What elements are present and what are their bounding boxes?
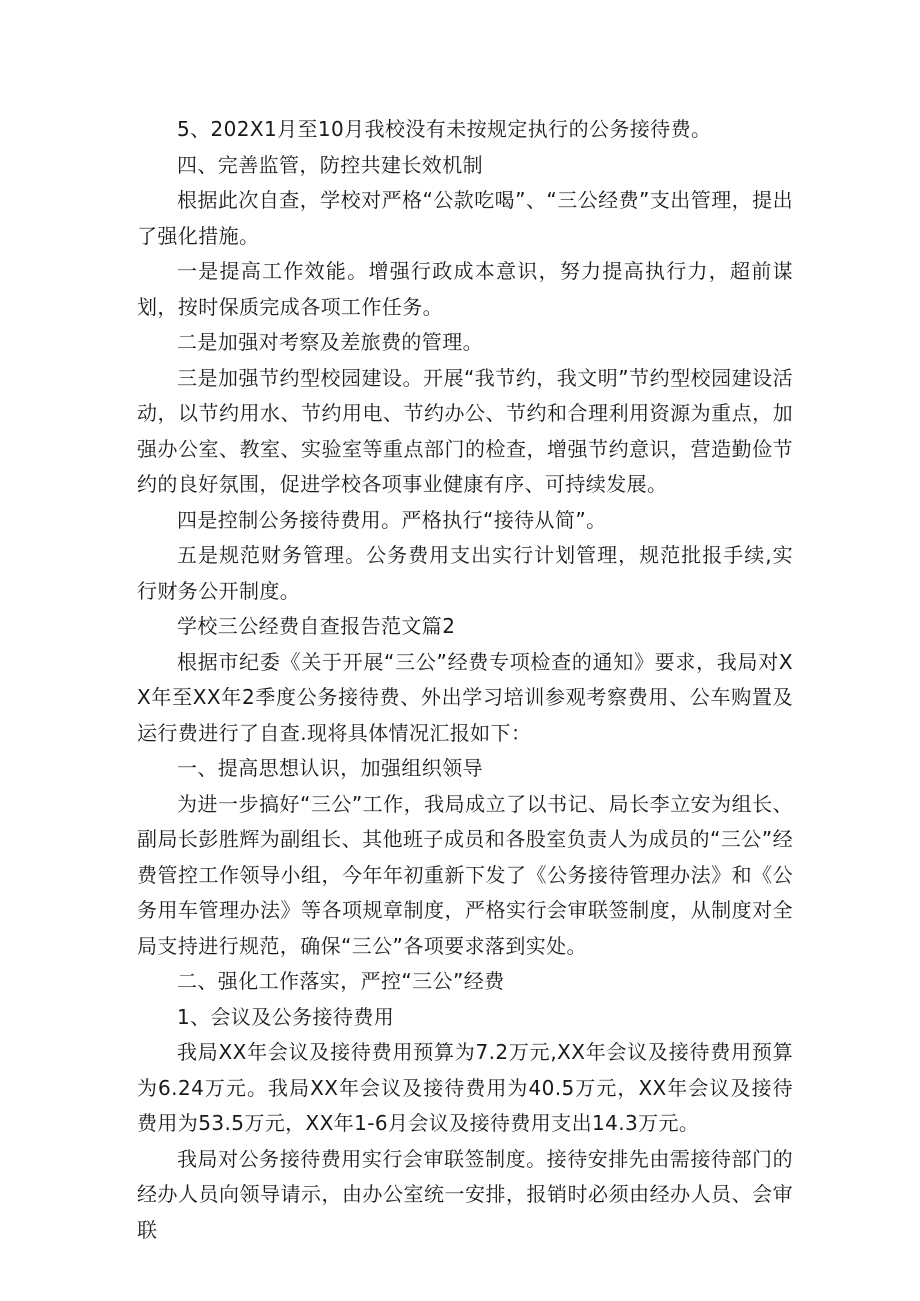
paragraph-leadership: 为进一步搞好“三公”工作，我局成立了以书记、局长李立安为组长、副局长彭胜辉为副组长、其他班子成员和各股室负责人为成员的“三公”经费管控工作领导小组，今年年初重新下发了《公务接待管理办法》和《公务用车管理办法》等各项规章制度，严格实行会审联签制度，从制度对全局支持进行规范，确保“三公”各项要求落到实处。 xyxy=(137,791,793,958)
article-title-2: 学校三公经费自查报告范文篇2 xyxy=(177,614,456,638)
section-heading-2: 二、强化工作落实，严控“三公”经费 xyxy=(177,969,505,993)
paragraph-measure-4: 四是控制公务接待费用。严格执行“接待从简”。 xyxy=(177,507,607,532)
section-heading-1: 一、提高思想认识，加强组织领导 xyxy=(177,756,483,780)
paragraph-measure-2: 二是加强对考察及差旅费的管理。 xyxy=(177,330,483,354)
document-body xyxy=(137,112,793,1248)
paragraph-measure-3: 三是加强节约型校园建设。开展“我节约，我文明”节约型校园建设活动，以节约用水、节约用电、节约办公、节约和合理利用资源为重点，加强办公室、教室、实验室等重点部门的检查，增强节约意识，营造勤俭节约的良好氛围，促进学校各项事业健康有序、可持续发展。 xyxy=(137,365,793,496)
paragraph-item-1: 5、202X1月至10月我校没有未按规定执行的公务接待费。 xyxy=(177,117,712,141)
paragraph-measure-1: 一是提高工作效能。增强行政成本意识，努力提高执行力，超前谋划，按时保质完成各项工作任务。 xyxy=(137,259,793,319)
subsection-heading-1: 1、会议及公务接待费用 xyxy=(177,1004,395,1029)
paragraph-measure-5: 五是规范财务管理。公务费用支出实行计划管理，规范批报手续,实行财务公开制度。 xyxy=(137,543,793,603)
section-heading-4: 四、完善监管，防控共建长效机制 xyxy=(177,152,483,177)
paragraph-budget: 我局XX年会议及接待费用预算为7.2万元,XX年会议及接待费用预算为6.24万元。我局XX年会议及接待费用为40.5万元，XX年会议及接待费用为53.5万元，XX年1-6月会议及接待费用支出14.3万元。 xyxy=(137,1040,793,1135)
paragraph-approval: 我局对公务接待费用实行会审联签制度。接待安排先由需接待部门的经办人员向领导请示，由办公室统一安排，报销时必须由经办人员、会审联 xyxy=(137,1146,793,1242)
paragraph-self-check: 根据此次自查，学校对严格“公款吃喝”、“三公经费”支出管理，提出了强化措施。 xyxy=(137,188,793,248)
paragraph-intro: 根据市纪委《关于开展“三公”经费专项检查的通知》要求，我局对XX年至XX年2季度公务接待费、外出学习培训参观考察费用、公车购置及运行费进行了自查.现将具体情况汇报如下： xyxy=(137,649,793,745)
